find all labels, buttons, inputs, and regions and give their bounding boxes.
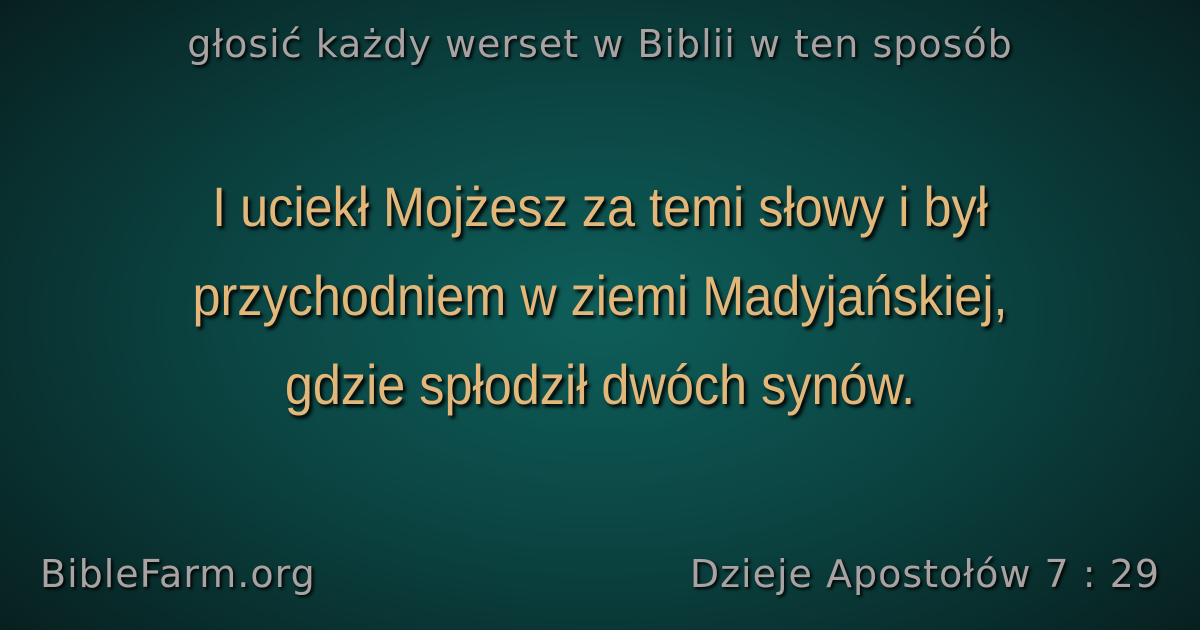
verse-line-1: I uciekł Mojżesz za temi słowy i był: [212, 175, 988, 238]
site-name: BibleFarm.org: [40, 552, 316, 596]
verse-line-2: przychodniem w ziemi Madyjańskiej,: [192, 264, 1008, 327]
verse-reference: Dzieje Apostołów 7 : 29: [689, 552, 1160, 596]
header-tagline: głosić każdy werset w Biblii w ten sposób: [187, 22, 1013, 66]
verse-line-3: gdzie spłodził dwóch synów.: [284, 353, 916, 416]
verse-text: [96, 162, 1104, 429]
